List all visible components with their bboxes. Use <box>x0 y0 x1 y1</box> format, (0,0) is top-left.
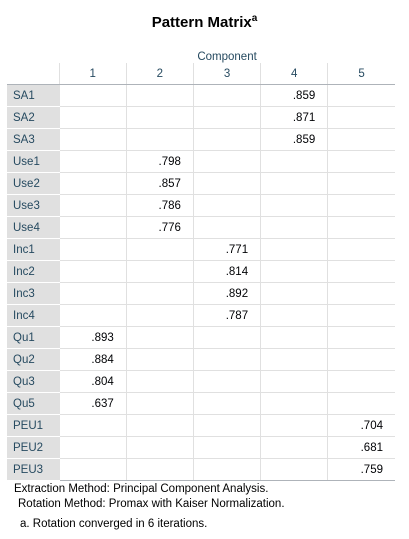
loading-cell <box>261 459 328 481</box>
loading-cell <box>261 195 328 217</box>
table-row <box>7 349 395 371</box>
loading-cell <box>193 349 260 371</box>
table-row <box>7 305 395 327</box>
loading-cell <box>261 217 328 239</box>
component-header: Component <box>197 51 257 63</box>
loading-cell <box>59 85 126 107</box>
loading-cell <box>126 305 193 327</box>
loading-cell <box>261 151 328 173</box>
row-label: SA2 <box>7 107 59 129</box>
loading-cell: .859 <box>261 129 328 151</box>
row-label: Inc3 <box>7 283 59 305</box>
loading-cell <box>261 239 328 261</box>
loading-cell <box>193 129 260 151</box>
loading-cell <box>126 327 193 349</box>
loading-cell <box>193 151 260 173</box>
row-label: Use1 <box>7 151 59 173</box>
loading-cell <box>193 327 260 349</box>
footnote-a: a. Rotation converged in 6 iterations. <box>20 518 208 530</box>
loading-cell <box>328 261 395 283</box>
table-row <box>7 327 395 349</box>
loading-cell <box>126 261 193 283</box>
table-row <box>7 195 395 217</box>
loading-cell: .776 <box>126 217 193 239</box>
loading-cell <box>193 393 260 415</box>
column-header-5: 5 <box>328 63 395 85</box>
loading-cell <box>126 393 193 415</box>
loading-cell <box>59 437 126 459</box>
loading-cell <box>328 327 395 349</box>
loading-cell <box>193 173 260 195</box>
loading-cell <box>126 459 193 481</box>
loading-cell <box>328 129 395 151</box>
table-title-text: Pattern Matrix <box>151 14 252 31</box>
loading-cell: .787 <box>193 305 260 327</box>
row-label: PEU3 <box>7 459 59 481</box>
loading-cell <box>193 217 260 239</box>
loading-cell <box>193 107 260 129</box>
loading-cell <box>328 393 395 415</box>
row-label: Qu2 <box>7 349 59 371</box>
loading-cell <box>261 283 328 305</box>
corner-cell <box>7 42 59 63</box>
loading-cell <box>59 459 126 481</box>
loading-cell: .814 <box>193 261 260 283</box>
loading-cell: .637 <box>59 393 126 415</box>
table-row <box>7 283 395 305</box>
table-row <box>7 459 395 481</box>
row-label: PEU1 <box>7 415 59 437</box>
loading-cell <box>59 195 126 217</box>
row-label: Inc4 <box>7 305 59 327</box>
column-header-1: 1 <box>59 63 126 85</box>
loading-cell <box>261 437 328 459</box>
row-label: SA3 <box>7 129 59 151</box>
loading-cell <box>126 371 193 393</box>
pattern-matrix-table <box>7 42 395 481</box>
loading-cell: .804 <box>59 371 126 393</box>
loading-cell <box>193 415 260 437</box>
loading-cell: .884 <box>59 349 126 371</box>
loading-cell <box>126 283 193 305</box>
loading-cell <box>59 107 126 129</box>
loading-cell <box>328 283 395 305</box>
loading-cell: .859 <box>261 85 328 107</box>
column-header-3: 3 <box>193 63 260 85</box>
loading-cell <box>328 371 395 393</box>
table-row <box>7 129 395 151</box>
column-header-4: 4 <box>261 63 328 85</box>
loading-cell: .857 <box>126 173 193 195</box>
extraction-method-note: Extraction Method: Principal Component Analysis. <box>14 483 269 495</box>
row-label: Use4 <box>7 217 59 239</box>
title-footnote-marker: a <box>251 13 258 24</box>
row-label: Use3 <box>7 195 59 217</box>
loading-cell <box>261 261 328 283</box>
loading-cell: .704 <box>328 415 395 437</box>
loading-cell: .892 <box>193 283 260 305</box>
loading-cell <box>193 195 260 217</box>
loading-cell <box>261 415 328 437</box>
table-row <box>7 371 395 393</box>
table-row <box>7 261 395 283</box>
loading-cell <box>328 305 395 327</box>
loading-cell: .871 <box>261 107 328 129</box>
loading-cell <box>59 305 126 327</box>
table-row <box>7 437 395 459</box>
loading-cell <box>261 327 328 349</box>
loading-cell <box>126 239 193 261</box>
table-title <box>0 14 409 31</box>
loading-cell <box>261 393 328 415</box>
loading-cell <box>59 239 126 261</box>
loading-cell: .893 <box>59 327 126 349</box>
rotation-method-note: Rotation Method: Promax with Kaiser Normalization. <box>18 498 285 510</box>
loading-cell <box>261 173 328 195</box>
loading-cell <box>261 349 328 371</box>
loading-cell: .681 <box>328 437 395 459</box>
loading-cell <box>59 415 126 437</box>
loading-cell <box>126 107 193 129</box>
row-label: SA1 <box>7 85 59 107</box>
row-label: Inc2 <box>7 261 59 283</box>
loading-cell <box>126 85 193 107</box>
loading-cell <box>328 195 395 217</box>
loading-cell <box>328 349 395 371</box>
loading-cell <box>126 349 193 371</box>
loading-cell <box>59 217 126 239</box>
loading-cell <box>126 415 193 437</box>
loading-cell <box>59 173 126 195</box>
loading-cell <box>328 85 395 107</box>
loading-cell <box>59 261 126 283</box>
loading-cell <box>193 371 260 393</box>
table-row <box>7 239 395 261</box>
loading-cell <box>261 371 328 393</box>
table-row <box>7 85 395 107</box>
loading-cell <box>193 437 260 459</box>
table-row <box>7 151 395 173</box>
table-row <box>7 173 395 195</box>
loading-cell: .798 <box>126 151 193 173</box>
table-row <box>7 217 395 239</box>
row-label: Inc1 <box>7 239 59 261</box>
loading-cell: .771 <box>193 239 260 261</box>
loading-cell <box>59 283 126 305</box>
row-label: PEU2 <box>7 437 59 459</box>
table-row <box>7 415 395 437</box>
loading-cell: .759 <box>328 459 395 481</box>
loading-cell <box>328 173 395 195</box>
column-number-row <box>7 63 395 85</box>
loading-cell <box>126 437 193 459</box>
table-row <box>7 393 395 415</box>
row-label: Qu1 <box>7 327 59 349</box>
loading-cell <box>261 305 328 327</box>
column-header-2: 2 <box>126 63 193 85</box>
table-row <box>7 107 395 129</box>
loading-cell <box>193 459 260 481</box>
row-label: Qu3 <box>7 371 59 393</box>
loading-cell <box>193 85 260 107</box>
loading-cell <box>59 151 126 173</box>
component-header-row <box>7 42 395 63</box>
loading-cell <box>328 239 395 261</box>
loading-cell <box>328 151 395 173</box>
loading-cell <box>126 129 193 151</box>
loading-cell: .786 <box>126 195 193 217</box>
corner-cell-lower <box>7 63 59 85</box>
row-label: Use2 <box>7 173 59 195</box>
matrix-body <box>7 85 395 481</box>
loading-cell <box>328 107 395 129</box>
row-label: Qu5 <box>7 393 59 415</box>
loading-cell <box>328 217 395 239</box>
loading-cell <box>59 129 126 151</box>
